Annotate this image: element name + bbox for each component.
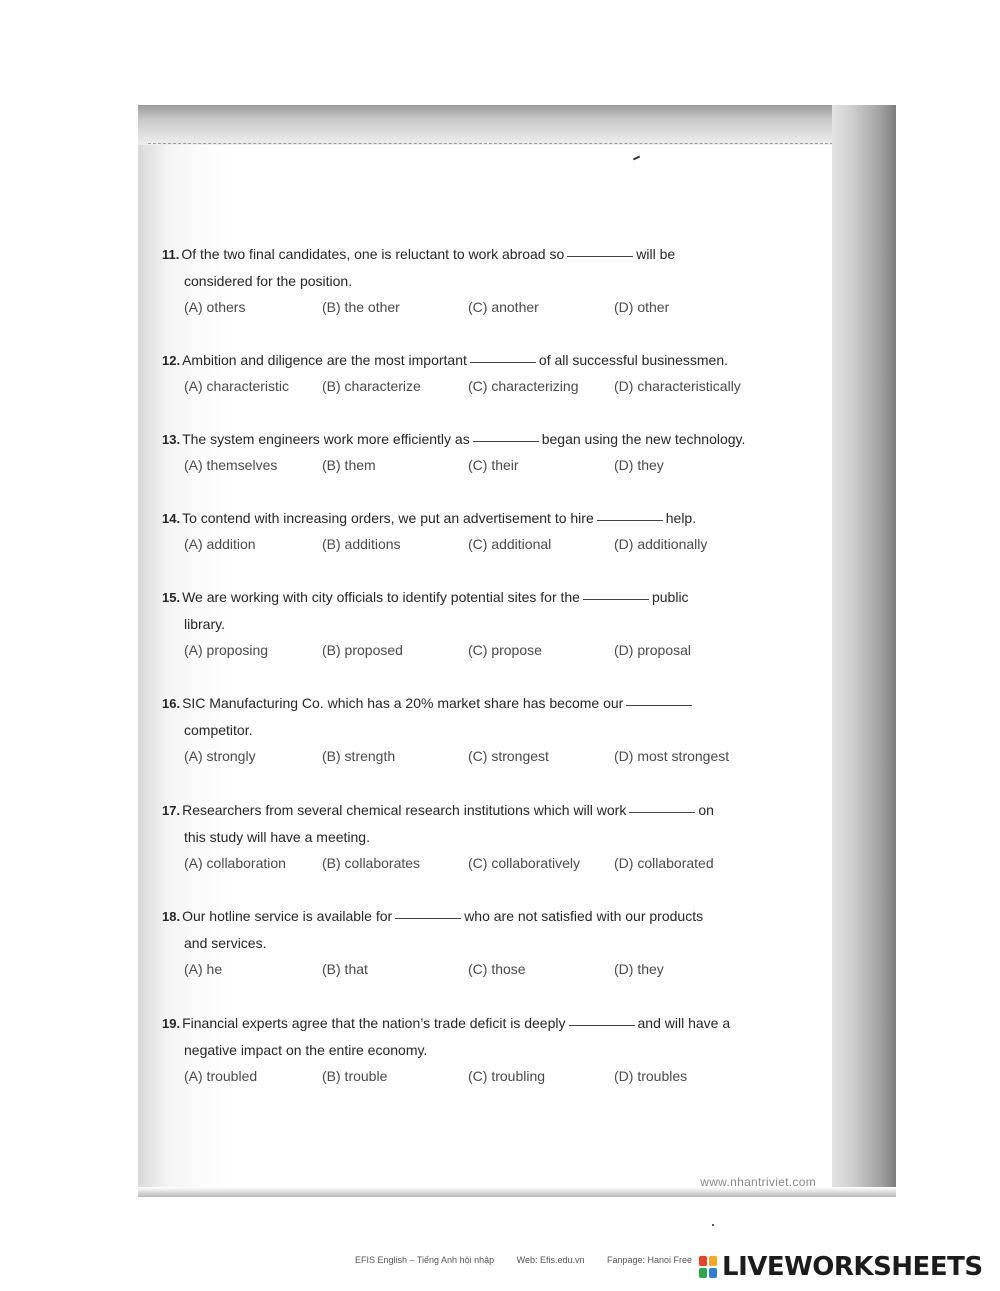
logo-square-green [699, 1268, 707, 1278]
dashed-divider [148, 143, 838, 144]
question-line-1 [162, 584, 802, 611]
option-c[interactable]: (C) propose [468, 642, 542, 658]
stray-dot [712, 1224, 714, 1226]
question-16 [162, 690, 802, 774]
question-line-1 [162, 690, 802, 717]
question-text-before-blank: Of the two final candidates, one is reluctant to work abroad so [181, 246, 565, 262]
answer-options [162, 961, 802, 987]
logo-square-orange [709, 1256, 717, 1266]
option-a[interactable]: (A) proposing [184, 642, 269, 658]
question-14 [162, 505, 802, 562]
scanned-worksheet-page [138, 105, 896, 1197]
question-line-2: library. [184, 616, 225, 632]
question-text-after-blank: began using the new technology. [541, 431, 746, 447]
question-text-before-blank: Researchers from several chemical research institutions which will work [182, 802, 627, 818]
liveworksheets-logo-icon [698, 1255, 718, 1279]
option-d[interactable]: (D) characteristically [614, 378, 741, 394]
footer-brand: EFIS English – Tiếng Anh hội nhập [355, 1255, 495, 1265]
option-c[interactable]: (C) additional [468, 536, 552, 552]
answer-options [162, 299, 802, 325]
liveworksheets-logo[interactable] [698, 1252, 983, 1282]
question-12 [162, 347, 802, 404]
question-text-after-blank: on [698, 802, 714, 818]
question-text-after-blank: who are not satisfied with our products [464, 908, 704, 924]
option-b[interactable]: (B) additions [322, 536, 401, 552]
option-a[interactable]: (A) strongly [184, 748, 256, 764]
option-c[interactable]: (C) characterizing [468, 378, 579, 394]
stray-pen-mark [633, 156, 640, 161]
question-line-2: this study will have a meeting. [184, 829, 370, 845]
scan-right-edge [832, 105, 896, 1197]
question-number: 19. [162, 1016, 181, 1031]
question-text-after-blank: and will have a [637, 1015, 731, 1031]
question-text-after-blank: will be [636, 246, 676, 262]
option-c[interactable]: (C) strongest [468, 748, 549, 764]
logo-square-blue [709, 1268, 717, 1278]
answer-blank [569, 1025, 635, 1026]
option-d[interactable]: (D) they [614, 457, 664, 473]
question-17 [162, 797, 802, 881]
question-text-before-blank: Our hotline service is available for [182, 908, 393, 924]
option-b[interactable]: (B) proposed [322, 642, 403, 658]
question-line-2: considered for the position. [184, 273, 353, 289]
question-line-1 [162, 903, 802, 930]
question-line-1 [162, 347, 802, 374]
question-18 [162, 903, 802, 987]
option-d[interactable]: (D) proposal [614, 642, 692, 658]
question-text [162, 797, 802, 851]
question-text-after-blank: help. [665, 510, 697, 526]
answer-options [162, 642, 802, 668]
answer-options [162, 855, 802, 881]
answer-options [162, 748, 802, 774]
answer-blank [626, 705, 692, 706]
option-d[interactable]: (D) other [614, 299, 670, 315]
answer-options [162, 1068, 802, 1094]
question-line-1 [162, 241, 802, 268]
option-b[interactable]: (B) trouble [322, 1068, 388, 1084]
option-b[interactable]: (B) them [322, 457, 376, 473]
question-number: 15. [162, 590, 181, 605]
question-text [162, 1010, 802, 1064]
answer-blank [567, 256, 633, 257]
question-text-before-blank: Ambition and diligence are the most important [182, 352, 467, 368]
question-line-1 [162, 797, 802, 824]
question-text-before-blank: Financial experts agree that the nation’s trade deficit is deeply [182, 1015, 566, 1031]
page-footer [355, 1255, 712, 1265]
question-text [162, 505, 802, 532]
option-d[interactable]: (D) most strongest [614, 748, 730, 764]
option-c[interactable]: (C) those [468, 961, 526, 977]
question-number: 11. [162, 247, 180, 262]
option-a[interactable]: (A) he [184, 961, 223, 977]
option-d[interactable]: (D) collaborated [614, 855, 714, 871]
liveworksheets-logo-text: LIVEWORKSHEETS [722, 1252, 983, 1282]
answer-options [162, 536, 802, 562]
question-text-after-blank: of all successful businessmen. [538, 352, 728, 368]
answer-blank [583, 599, 649, 600]
answer-blank [473, 441, 539, 442]
option-a[interactable]: (A) others [184, 299, 246, 315]
scan-top-shadow [138, 105, 896, 145]
question-text [162, 426, 802, 453]
footer-fanpage[interactable]: Fanpage: Hanoi Free [607, 1255, 693, 1265]
option-b[interactable]: (B) strength [322, 748, 396, 764]
footer-web[interactable]: Web: Efis.edu.vn [516, 1255, 585, 1265]
answer-blank [629, 812, 695, 813]
option-d[interactable]: (D) troubles [614, 1068, 688, 1084]
answer-options [162, 378, 802, 404]
answer-options [162, 457, 802, 483]
question-text-before-blank: To contend with increasing orders, we put an advertisement to hire [182, 510, 594, 526]
question-text-before-blank: The system engineers work more efficiently as [182, 431, 470, 447]
question-19 [162, 1010, 802, 1094]
option-c[interactable]: (C) troubling [468, 1068, 546, 1084]
question-number: 17. [162, 803, 181, 818]
option-a[interactable]: (A) addition [184, 536, 256, 552]
answer-blank [395, 918, 461, 919]
option-c[interactable]: (C) their [468, 457, 519, 473]
option-b[interactable]: (B) characterize [322, 378, 421, 394]
question-text [162, 903, 802, 957]
question-line-1 [162, 1010, 802, 1037]
option-a[interactable]: (A) characteristic [184, 378, 290, 394]
question-number: 12. [162, 353, 181, 368]
option-c[interactable]: (C) collaboratively [468, 855, 581, 871]
option-b[interactable]: (B) the other [322, 299, 400, 315]
question-text-before-blank: SIC Manufacturing Co. which has a 20% market share has become our [182, 695, 624, 711]
question-line-2: competitor. [184, 722, 253, 738]
question-number: 18. [162, 909, 181, 924]
question-text [162, 584, 802, 638]
question-number: 16. [162, 696, 181, 711]
option-b[interactable]: (B) that [322, 961, 368, 977]
answer-blank [470, 362, 536, 363]
logo-square-red [699, 1256, 707, 1266]
option-a[interactable]: (A) collaboration [184, 855, 286, 871]
option-c[interactable]: (C) another [468, 299, 539, 315]
option-a[interactable]: (A) troubled [184, 1068, 258, 1084]
option-b[interactable]: (B) collaborates [322, 855, 421, 871]
option-a[interactable]: (A) themselves [184, 457, 278, 473]
question-text [162, 347, 802, 374]
question-text [162, 241, 802, 295]
question-number: 13. [162, 432, 181, 447]
question-line-1 [162, 505, 802, 532]
sheet-footer-url: www.nhantriviet.com [700, 1175, 816, 1189]
question-11 [162, 241, 802, 325]
option-d[interactable]: (D) additionally [614, 536, 708, 552]
question-text [162, 690, 802, 744]
answer-blank [597, 520, 663, 521]
question-line-2: negative impact on the entire economy. [184, 1042, 428, 1058]
question-13 [162, 426, 802, 483]
question-number: 14. [162, 511, 181, 526]
question-text-before-blank: We are working with city officials to identify potential sites for the [182, 589, 580, 605]
question-15 [162, 584, 802, 668]
question-line-1 [162, 426, 802, 453]
question-line-2: and services. [184, 935, 267, 951]
option-d[interactable]: (D) they [614, 961, 664, 977]
question-text-after-blank: public [651, 589, 689, 605]
